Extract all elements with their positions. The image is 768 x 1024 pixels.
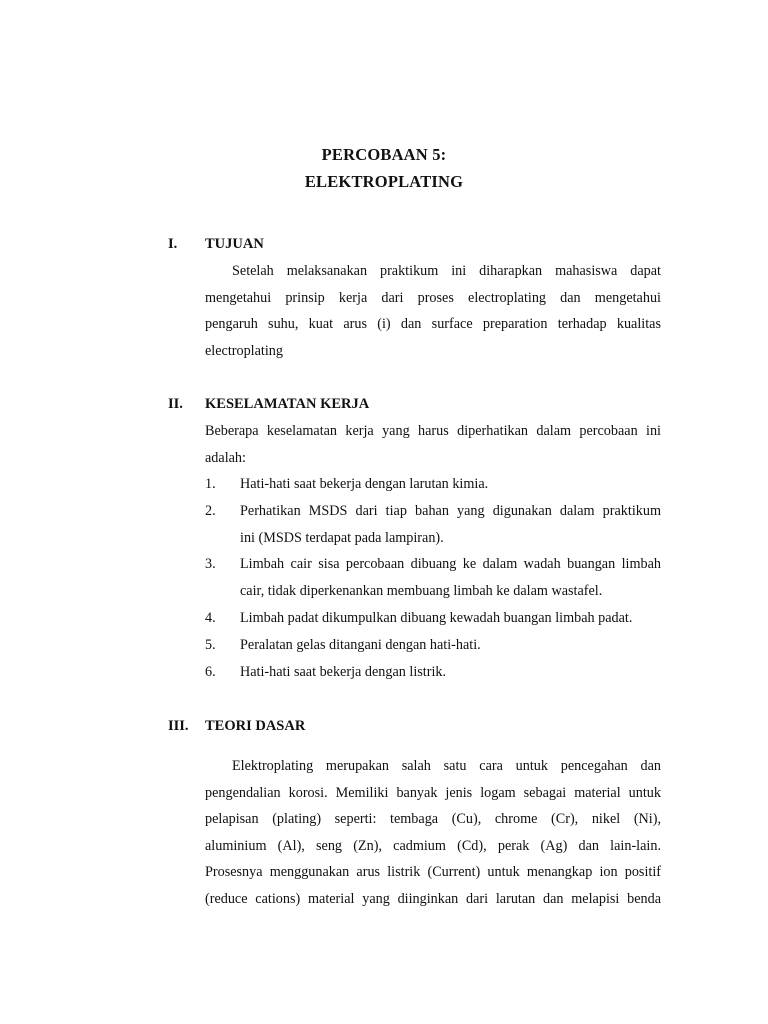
list-item-line: Peralatan gelas ditangani dengan hati-hati. xyxy=(240,637,481,653)
list-item xyxy=(240,659,661,686)
list-item-number: 2. xyxy=(205,503,216,519)
section-1-title: TUJUAN xyxy=(205,236,264,252)
list-item-line: Hati-hati saat bekerja dengan listrik. xyxy=(240,664,447,680)
document-title-line-2: ELEKTROPLATING xyxy=(304,172,464,191)
list-item-number: 5. xyxy=(205,637,216,653)
section-2-number: II. xyxy=(168,396,183,412)
section-1-paragraph xyxy=(205,258,661,364)
paragraph-line: adalah: xyxy=(205,449,246,466)
section-3-number: III. xyxy=(168,718,189,734)
list-item-line: Perhatikan MSDS dari tiap bahan yang digunakan dalam praktikum xyxy=(240,503,661,519)
list-item-number: 6. xyxy=(205,664,216,680)
list-item xyxy=(240,551,661,604)
list-item-line: Limbah cair sisa percobaan dibuang ke dalam wadah buangan limbah xyxy=(240,556,661,572)
paragraph-line: aluminium (Al), seng (Zn), cadmium (Cd), perak (Ag) dan lain-lain. xyxy=(205,837,661,854)
list-item-number: 1. xyxy=(205,476,216,492)
section-3-title: TEORI DASAR xyxy=(205,718,306,734)
paragraph-line: (reduce cations) material yang diinginkan dari larutan dan melapisi benda xyxy=(205,890,661,907)
paragraph-line: Beberapa keselamatan kerja yang harus diperhatikan dalam percobaan ini xyxy=(205,423,661,439)
section-1-number: I. xyxy=(168,236,178,252)
list-item-line: Hati-hati saat bekerja dengan larutan kimia. xyxy=(240,476,489,492)
document-title-line-1: PERCOBAAN 5: xyxy=(321,145,447,164)
list-item xyxy=(240,605,661,632)
paragraph-line: mengetahui prinsip kerja dari proses electroplating dan mengetahui xyxy=(205,289,661,306)
section-2-title: KESELAMATAN KERJA xyxy=(205,396,370,412)
list-item xyxy=(240,471,661,498)
list-item xyxy=(240,498,661,551)
paragraph-line: Prosesnya menggunakan arus listrik (Current) untuk menangkap ion positif xyxy=(205,864,661,881)
list-item xyxy=(240,632,661,659)
list-item-line: ini (MSDS terdapat pada lampiran). xyxy=(240,529,444,546)
list-item-number: 3. xyxy=(205,556,216,572)
section-3-paragraph xyxy=(205,753,661,913)
paragraph-line: electroplating xyxy=(205,342,283,359)
paragraph-line: pengaruh suhu, kuat arus (i) dan surface preparation terhadap kualitas xyxy=(205,316,661,333)
list-item-line: Limbah padat dikumpulkan dibuang kewadah buangan limbah padat. xyxy=(240,610,633,626)
paragraph-line: Setelah melaksanakan praktikum ini diharapkan mahasiswa dapat xyxy=(232,263,661,279)
paragraph-line: pengendalian korosi. Memiliki banyak jenis logam sebagai material untuk xyxy=(205,784,661,801)
paragraph-line: Elektroplating merupakan salah satu cara untuk pencegahan dan xyxy=(232,758,661,774)
list-item-line: cair, tidak diperkenankan membuang limbah ke dalam wastafel. xyxy=(240,582,603,599)
list-item-number: 4. xyxy=(205,610,216,626)
section-2-intro xyxy=(205,418,661,471)
paragraph-line: pelapisan (plating) seperti: tembaga (Cu), chrome (Cr), nikel (Ni), xyxy=(205,811,661,828)
